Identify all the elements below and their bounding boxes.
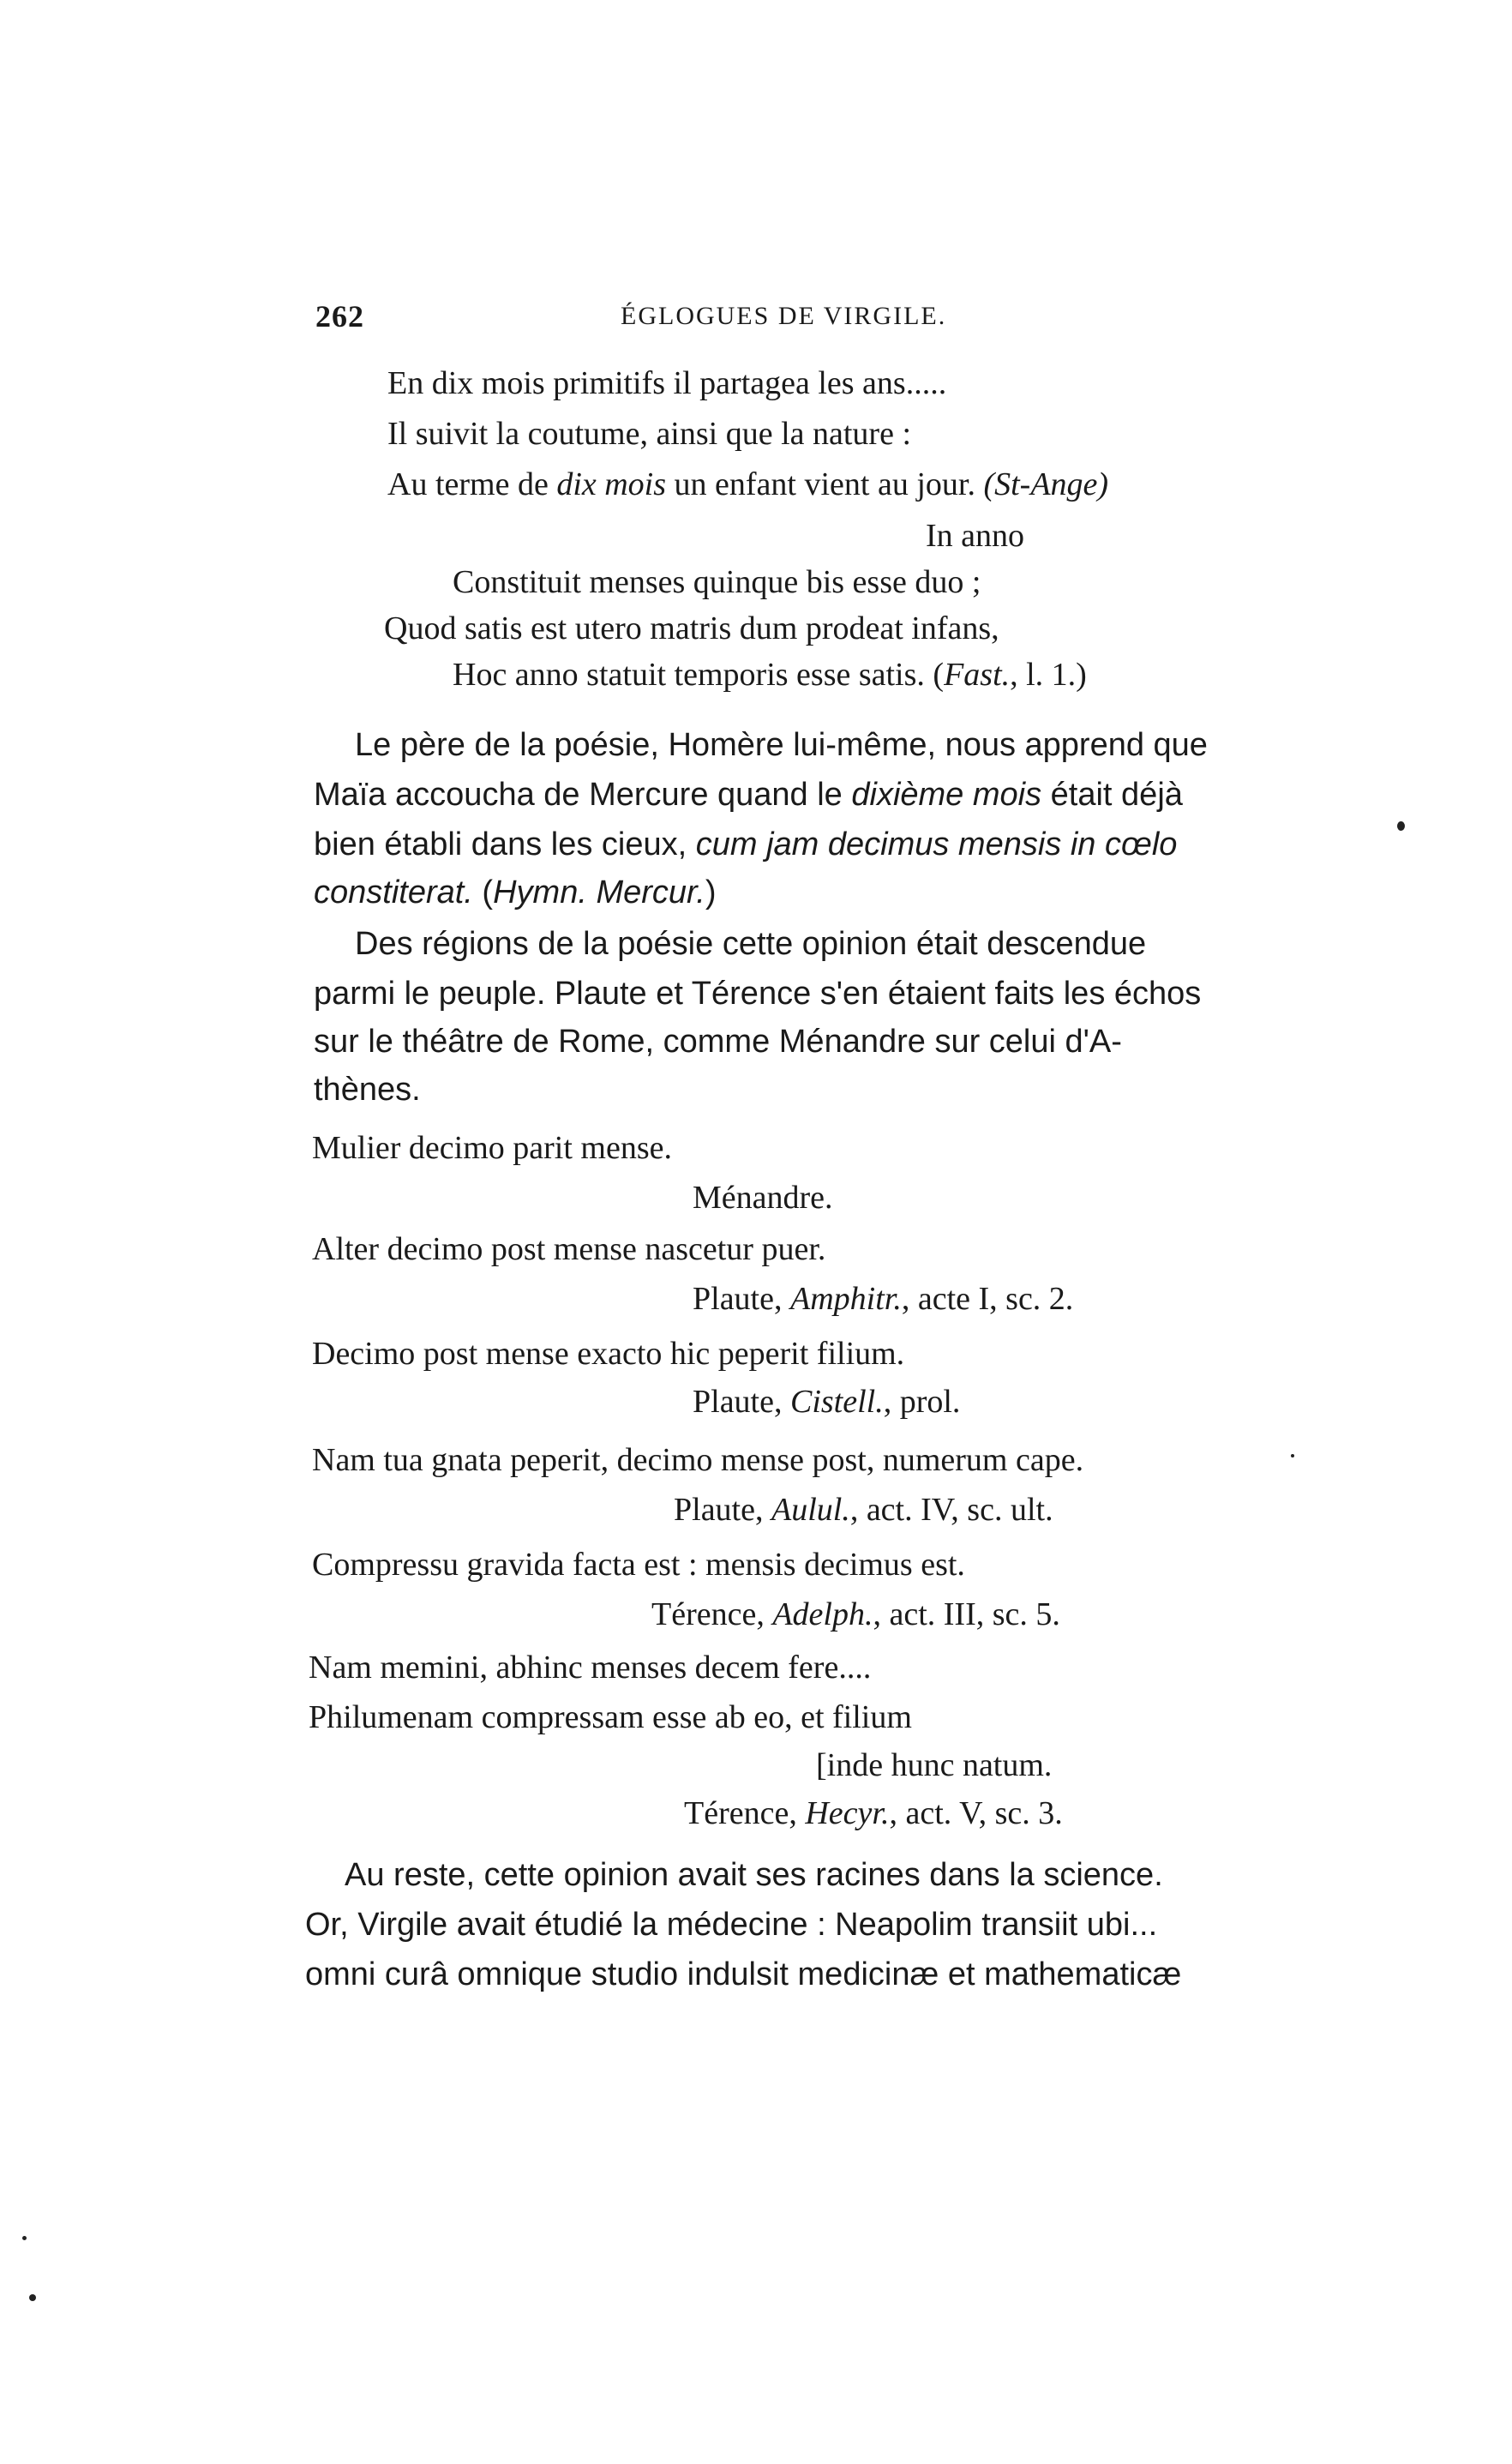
- page-header: [315, 298, 1258, 341]
- quote3-source: Plaute, Cistell., prol.: [693, 1384, 961, 1420]
- scan-speck: [29, 2294, 36, 2301]
- para2-line3: sur le théâtre de Rome, comme Ménandre sur celui d'A-: [314, 1024, 1122, 1060]
- verse1-line3: Au terme de dix mois un enfant vient au jour. (St-Ange): [387, 466, 1109, 502]
- para2-line1: Des régions de la poésie cette opinion était descendue: [355, 926, 1147, 962]
- verse2-line2: Constituit menses quinque bis esse duo ;: [453, 564, 981, 600]
- scan-speck: [1397, 821, 1405, 831]
- quote2: Alter decimo post mense nascetur puer.: [312, 1231, 826, 1267]
- page-number: 262: [315, 299, 364, 334]
- quote4: Nam tua gnata peperit, decimo mense post, numerum cape.: [312, 1442, 1084, 1478]
- verse2-line1: In anno: [926, 518, 1025, 554]
- para3-line1: Au reste, cette opinion avait ses racines dans la science.: [345, 1857, 1163, 1893]
- running-title: ÉGLOGUES DE VIRGILE.: [621, 302, 947, 330]
- quote4-source: Plaute, Aulul., act. IV, sc. ult.: [674, 1492, 1053, 1528]
- quote3: Decimo post mense exacto hic peperit filium.: [312, 1336, 905, 1372]
- para1-line1: Le père de la poésie, Homère lui-même, nous apprend que: [355, 727, 1208, 763]
- para1-line2: Maïa accoucha de Mercure quand le dixième mois était déjà: [314, 777, 1183, 813]
- para2-line4: thènes.: [314, 1072, 421, 1108]
- quote6-line3: [inde hunc natum.: [816, 1747, 1053, 1783]
- quote6-source: Térence, Hecyr., act. V, sc. 3.: [684, 1795, 1063, 1831]
- para1-line4: constiterat. (Hymn. Mercur.): [314, 874, 717, 910]
- scan-speck: [22, 2236, 27, 2240]
- scan-speck: [1291, 1454, 1294, 1457]
- quote1-source: Ménandre.: [693, 1180, 833, 1216]
- quote2-source: Plaute, Amphitr., acte I, sc. 2.: [693, 1281, 1074, 1317]
- quote5: Compressu gravida facta est : mensis decimus est.: [312, 1547, 965, 1583]
- verse1-line1: En dix mois primitifs il partagea les ans.....: [387, 365, 947, 401]
- verse2-line3: Quod satis est utero matris dum prodeat infans,: [384, 610, 999, 646]
- verse2-line4: Hoc anno statuit temporis esse satis. (Fast., l. 1.): [453, 657, 1087, 693]
- quote6-line1: Nam memini, abhinc menses decem fere....: [309, 1650, 872, 1686]
- quote5-source: Térence, Adelph., act. III, sc. 5.: [651, 1596, 1060, 1632]
- verse1-line2: Il suivit la coutume, ainsi que la nature :: [387, 416, 912, 452]
- para1-line3: bien établi dans les cieux, cum jam decimus mensis in cœlo: [314, 826, 1178, 862]
- para3-line2: Or, Virgile avait étudié la médecine : Neapolim transiit ubi...: [305, 1907, 1158, 1943]
- quote1: Mulier decimo parit mense.: [312, 1130, 672, 1166]
- para3-line3: omni curâ omnique studio indulsit medicinæ et mathematicæ: [305, 1956, 1182, 1992]
- para2-line2: parmi le peuple. Plaute et Térence s'en étaient faits les échos: [314, 976, 1202, 1012]
- quote6-line2: Philumenam compressam esse ab eo, et filium: [309, 1699, 912, 1735]
